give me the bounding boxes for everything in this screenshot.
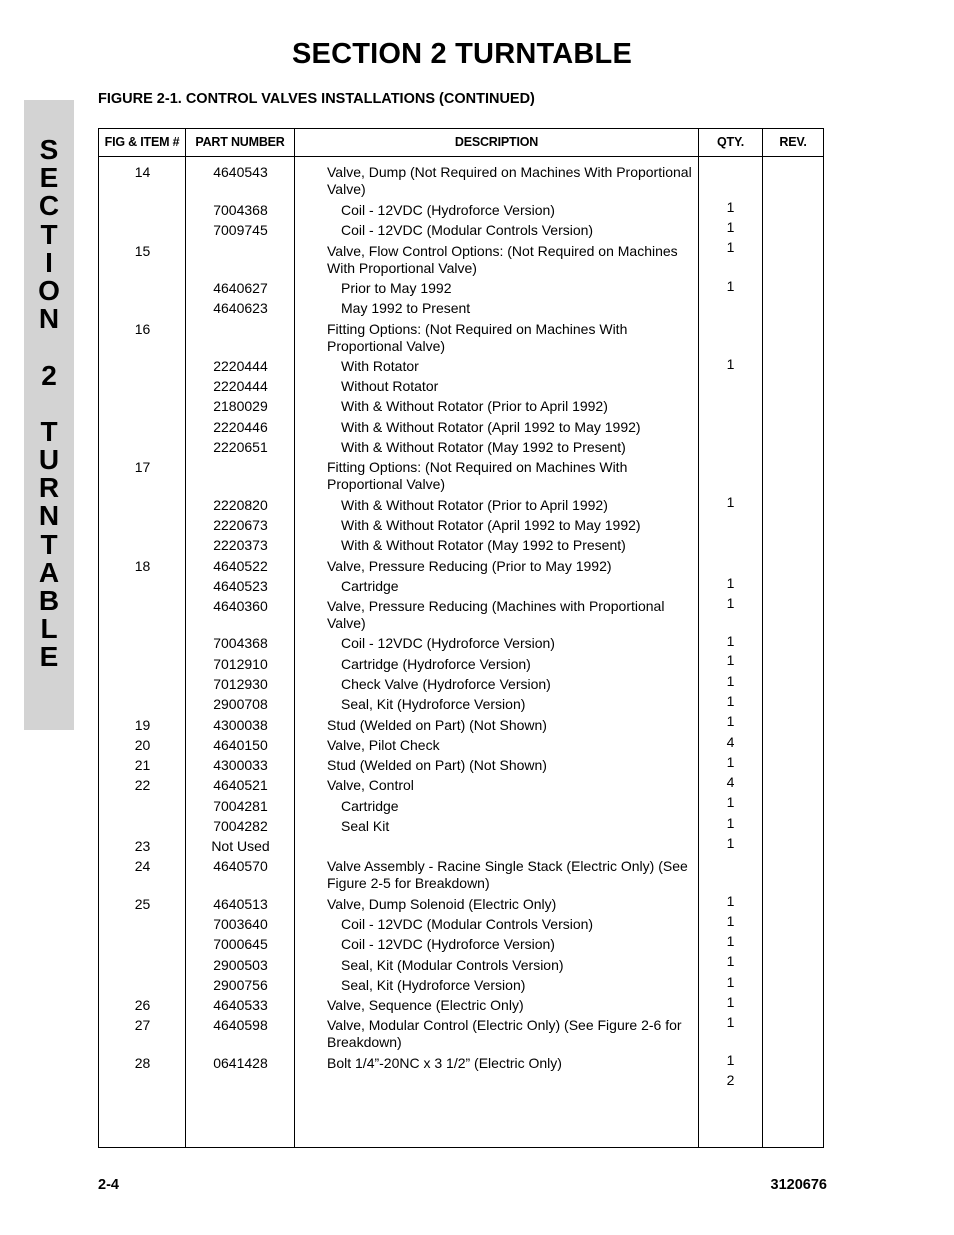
page-title: SECTION 2 TURNTABLE	[292, 38, 632, 70]
cell-qty: 1	[726, 953, 735, 970]
cell-fig-item: 20	[134, 737, 151, 753]
cell-description: May 1992 to Present	[341, 300, 471, 316]
side-tab-letters	[24, 136, 74, 672]
table-row	[99, 439, 823, 456]
cell-part-number: 7004368	[213, 635, 268, 651]
cell-part-number: 4640543	[213, 164, 268, 180]
cell-qty: 1	[726, 1051, 735, 1068]
cell-part-number: 7000645	[213, 936, 268, 952]
parts-table	[98, 128, 824, 1148]
side-tab-letter	[24, 390, 74, 418]
cell-fig-item: 25	[134, 896, 151, 912]
cell-description: Valve, Dump (Not Required on Machines With Proportional Valve)	[327, 164, 692, 198]
side-tab-letter: R	[38, 472, 60, 504]
cell-qty: 1	[726, 1014, 735, 1031]
cell-part-number: 4640360	[213, 598, 268, 614]
cell-part-number: 2220820	[213, 497, 268, 513]
document-number: 3120676	[770, 1177, 827, 1193]
cell-description: Seal, Kit (Modular Controls Version)	[341, 957, 564, 973]
side-tab-letter: N	[38, 303, 60, 335]
table-row	[99, 300, 823, 317]
cell-fig-item: 22	[134, 777, 151, 793]
cell-part-number: 7004281	[213, 798, 268, 814]
cell-description: Seal, Kit (Hydroforce Version)	[341, 977, 526, 993]
cell-part-number: 4300033	[213, 757, 268, 773]
cell-fig-item: 15	[134, 243, 151, 259]
cell-description: With & Without Rotator (April 1992 to May 1992)	[341, 517, 641, 533]
cell-description: Valve, Pressure Reducing (Prior to May 1992)	[327, 558, 612, 574]
cell-qty: 1	[726, 835, 735, 852]
figure-title: FIGURE 2-1. CONTROL VALVES INSTALLATIONS (CONTINUED)	[98, 91, 535, 107]
cell-part-number: 7004282	[213, 818, 268, 834]
cell-description: Valve, Dump Solenoid (Electric Only)	[327, 896, 557, 912]
cell-description: With & Without Rotator (April 1992 to May 1992)	[341, 419, 641, 435]
cell-description: Coil - 12VDC (Hydroforce Version)	[341, 635, 555, 651]
cell-part-number: 2180029	[213, 398, 268, 414]
cell-description: With & Without Rotator (May 1992 to Present)	[341, 439, 626, 455]
cell-qty: 1	[726, 632, 735, 649]
cell-description: Cartridge (Hydroforce Version)	[341, 656, 531, 672]
side-tab-letter	[24, 333, 74, 361]
cell-description: With & Without Rotator (Prior to April 1992)	[341, 497, 608, 513]
table-row	[99, 378, 823, 395]
cell-fig-item: 27	[134, 1017, 151, 1033]
table-row	[99, 517, 823, 534]
cell-description: Fitting Options: (Not Required on Machines With Proportional Valve)	[327, 459, 628, 493]
cell-qty: 4	[726, 734, 735, 751]
cell-part-number: 4640627	[213, 280, 268, 296]
cell-fig-item: 26	[134, 997, 151, 1013]
cell-description: With Rotator	[341, 358, 419, 374]
cell-part-number: 4640513	[213, 896, 268, 912]
cell-qty: 1	[726, 219, 735, 236]
cell-qty: 1	[726, 198, 735, 215]
cell-qty: 1	[726, 652, 735, 669]
side-tab-letter: E	[39, 641, 59, 673]
header-part-number: PART NUMBER	[195, 135, 285, 149]
cell-part-number: 4640150	[213, 737, 268, 753]
cell-part-number: 4640598	[213, 1017, 268, 1033]
cell-qty: 1	[726, 595, 735, 612]
cell-part-number: 4640521	[213, 777, 268, 793]
cell-qty: 1	[726, 815, 735, 832]
cell-description: Valve, Modular Control (Electric Only) (See Figure 2-6 for Breakdown)	[327, 1017, 682, 1051]
cell-part-number: 4640623	[213, 300, 268, 316]
cell-qty: 1	[726, 277, 735, 294]
header-divider	[99, 156, 823, 157]
header-qty: QTY.	[717, 135, 744, 149]
cell-description: Coil - 12VDC (Modular Controls Version)	[341, 916, 594, 932]
cell-part-number: 7003640	[213, 916, 268, 932]
cell-qty: 1	[726, 892, 735, 909]
side-tab-letter: A	[38, 556, 60, 588]
side-tab-letter: E	[39, 162, 59, 194]
cell-part-number: 4300038	[213, 717, 268, 733]
header-description: DESCRIPTION	[454, 135, 539, 149]
cell-qty: 1	[726, 493, 735, 510]
cell-description: Valve, Control	[327, 777, 414, 793]
cell-qty: 1	[726, 974, 735, 991]
side-tab-letter: S	[39, 134, 59, 165]
side-tab-letter: T	[40, 528, 58, 560]
table-row	[99, 537, 823, 554]
side-tab-letter: B	[38, 585, 60, 616]
side-tab-letter: L	[40, 613, 58, 645]
cell-qty: 1	[726, 713, 735, 730]
cell-fig-item: 17	[134, 459, 151, 475]
table-row	[99, 355, 823, 375]
cell-description: Valve, Flow Control Options: (Not Required on Machines With Proportional Valve)	[327, 243, 678, 277]
cell-part-number: 4640570	[213, 858, 268, 874]
cell-description: Check Valve (Hydroforce Version)	[341, 676, 551, 692]
header-rev: REV.	[779, 135, 807, 149]
cell-part-number: 2220373	[213, 537, 268, 553]
cell-description: With & Without Rotator (May 1992 to Present)	[341, 537, 626, 553]
cell-fig-item: 14	[134, 164, 151, 180]
cell-qty: 2	[726, 1072, 735, 1089]
cell-qty: 1	[726, 754, 735, 771]
cell-part-number: Not Used	[211, 838, 270, 854]
side-tab-letter: T	[40, 218, 58, 250]
cell-description: Valve Assembly - Racine Single Stack (Electric Only) (See Figure 2-5 for Breakdown)	[327, 858, 688, 892]
cell-description: Coil - 12VDC (Hydroforce Version)	[341, 202, 555, 218]
cell-description: Seal Kit	[341, 818, 390, 834]
cell-qty: 1	[726, 673, 735, 690]
cell-description: Fitting Options: (Not Required on Machines With Proportional Valve)	[327, 321, 628, 355]
table-row	[99, 277, 823, 297]
cell-qty: 1	[726, 994, 735, 1011]
side-tab-letter: T	[40, 415, 58, 447]
header-fig-item: FIG & ITEM #	[104, 135, 180, 149]
cell-qty: 1	[726, 933, 735, 950]
table-row	[99, 497, 823, 514]
cell-qty: 4	[726, 774, 735, 791]
cell-description: Stud (Welded on Part) (Not Shown)	[327, 717, 547, 733]
cell-description: Prior to May 1992	[341, 280, 452, 296]
cell-part-number: 7012930	[213, 676, 268, 692]
cell-fig-item: 19	[134, 717, 151, 733]
cell-description: Without Rotator	[341, 378, 439, 394]
cell-part-number: 2900503	[213, 957, 268, 973]
cell-description: Seal, Kit (Hydroforce Version)	[341, 696, 526, 712]
table-row	[99, 398, 823, 415]
cell-part-number: 2220651	[213, 439, 268, 455]
cell-qty: 1	[726, 239, 735, 256]
cell-part-number: 2220446	[213, 419, 268, 435]
page-number: 2-4	[98, 1177, 119, 1193]
cell-description: Bolt 1/4”-20NC x 3 1/2” (Electric Only)	[327, 1055, 562, 1071]
side-tab-letter: C	[38, 190, 60, 222]
cell-description: Cartridge	[341, 578, 399, 594]
cell-part-number: 4640523	[213, 578, 268, 594]
cell-description: Coil - 12VDC (Modular Controls Version)	[341, 222, 594, 238]
table-row	[99, 1055, 823, 1089]
side-tab-letter: U	[38, 444, 60, 476]
cell-description: Coil - 12VDC (Hydroforce Version)	[341, 936, 555, 952]
cell-fig-item: 18	[134, 558, 151, 574]
cell-part-number: 7009745	[213, 222, 268, 238]
cell-fig-item: 23	[134, 838, 151, 854]
side-tab-letter: N	[38, 500, 60, 532]
side-tab-letter: O	[38, 274, 60, 306]
cell-part-number: 0641428	[213, 1055, 268, 1071]
cell-fig-item: 21	[134, 757, 151, 773]
cell-description: Valve, Pilot Check	[327, 737, 440, 753]
cell-part-number: 2220673	[213, 517, 268, 533]
section-side-tab	[24, 100, 74, 730]
cell-qty: 1	[726, 794, 735, 811]
cell-part-number: 2900708	[213, 696, 268, 712]
side-tab-letter: I	[45, 246, 53, 278]
cell-part-number: 7012910	[213, 656, 268, 672]
cell-part-number: 2900756	[213, 977, 268, 993]
cell-part-number: 7004368	[213, 202, 268, 218]
cell-fig-item: 24	[134, 858, 151, 874]
cell-qty: 1	[726, 913, 735, 930]
cell-part-number: 2220444	[213, 378, 268, 394]
cell-part-number: 4640522	[213, 558, 268, 574]
cell-part-number: 4640533	[213, 997, 268, 1013]
cell-description: Valve, Pressure Reducing (Machines with Proportional Valve)	[327, 598, 665, 632]
cell-fig-item: 28	[134, 1055, 151, 1071]
table-row	[99, 419, 823, 436]
cell-description: Valve, Sequence (Electric Only)	[327, 997, 524, 1013]
cell-part-number: 2220444	[213, 358, 268, 374]
cell-description: Stud (Welded on Part) (Not Shown)	[327, 757, 547, 773]
cell-fig-item: 16	[134, 321, 151, 337]
cell-description: With & Without Rotator (Prior to April 1992)	[341, 398, 608, 414]
side-tab-letter: 2	[41, 359, 57, 391]
cell-qty: 1	[726, 693, 735, 710]
cell-qty: 1	[726, 575, 735, 592]
cell-description: Cartridge	[341, 798, 399, 814]
cell-qty: 1	[726, 355, 735, 372]
